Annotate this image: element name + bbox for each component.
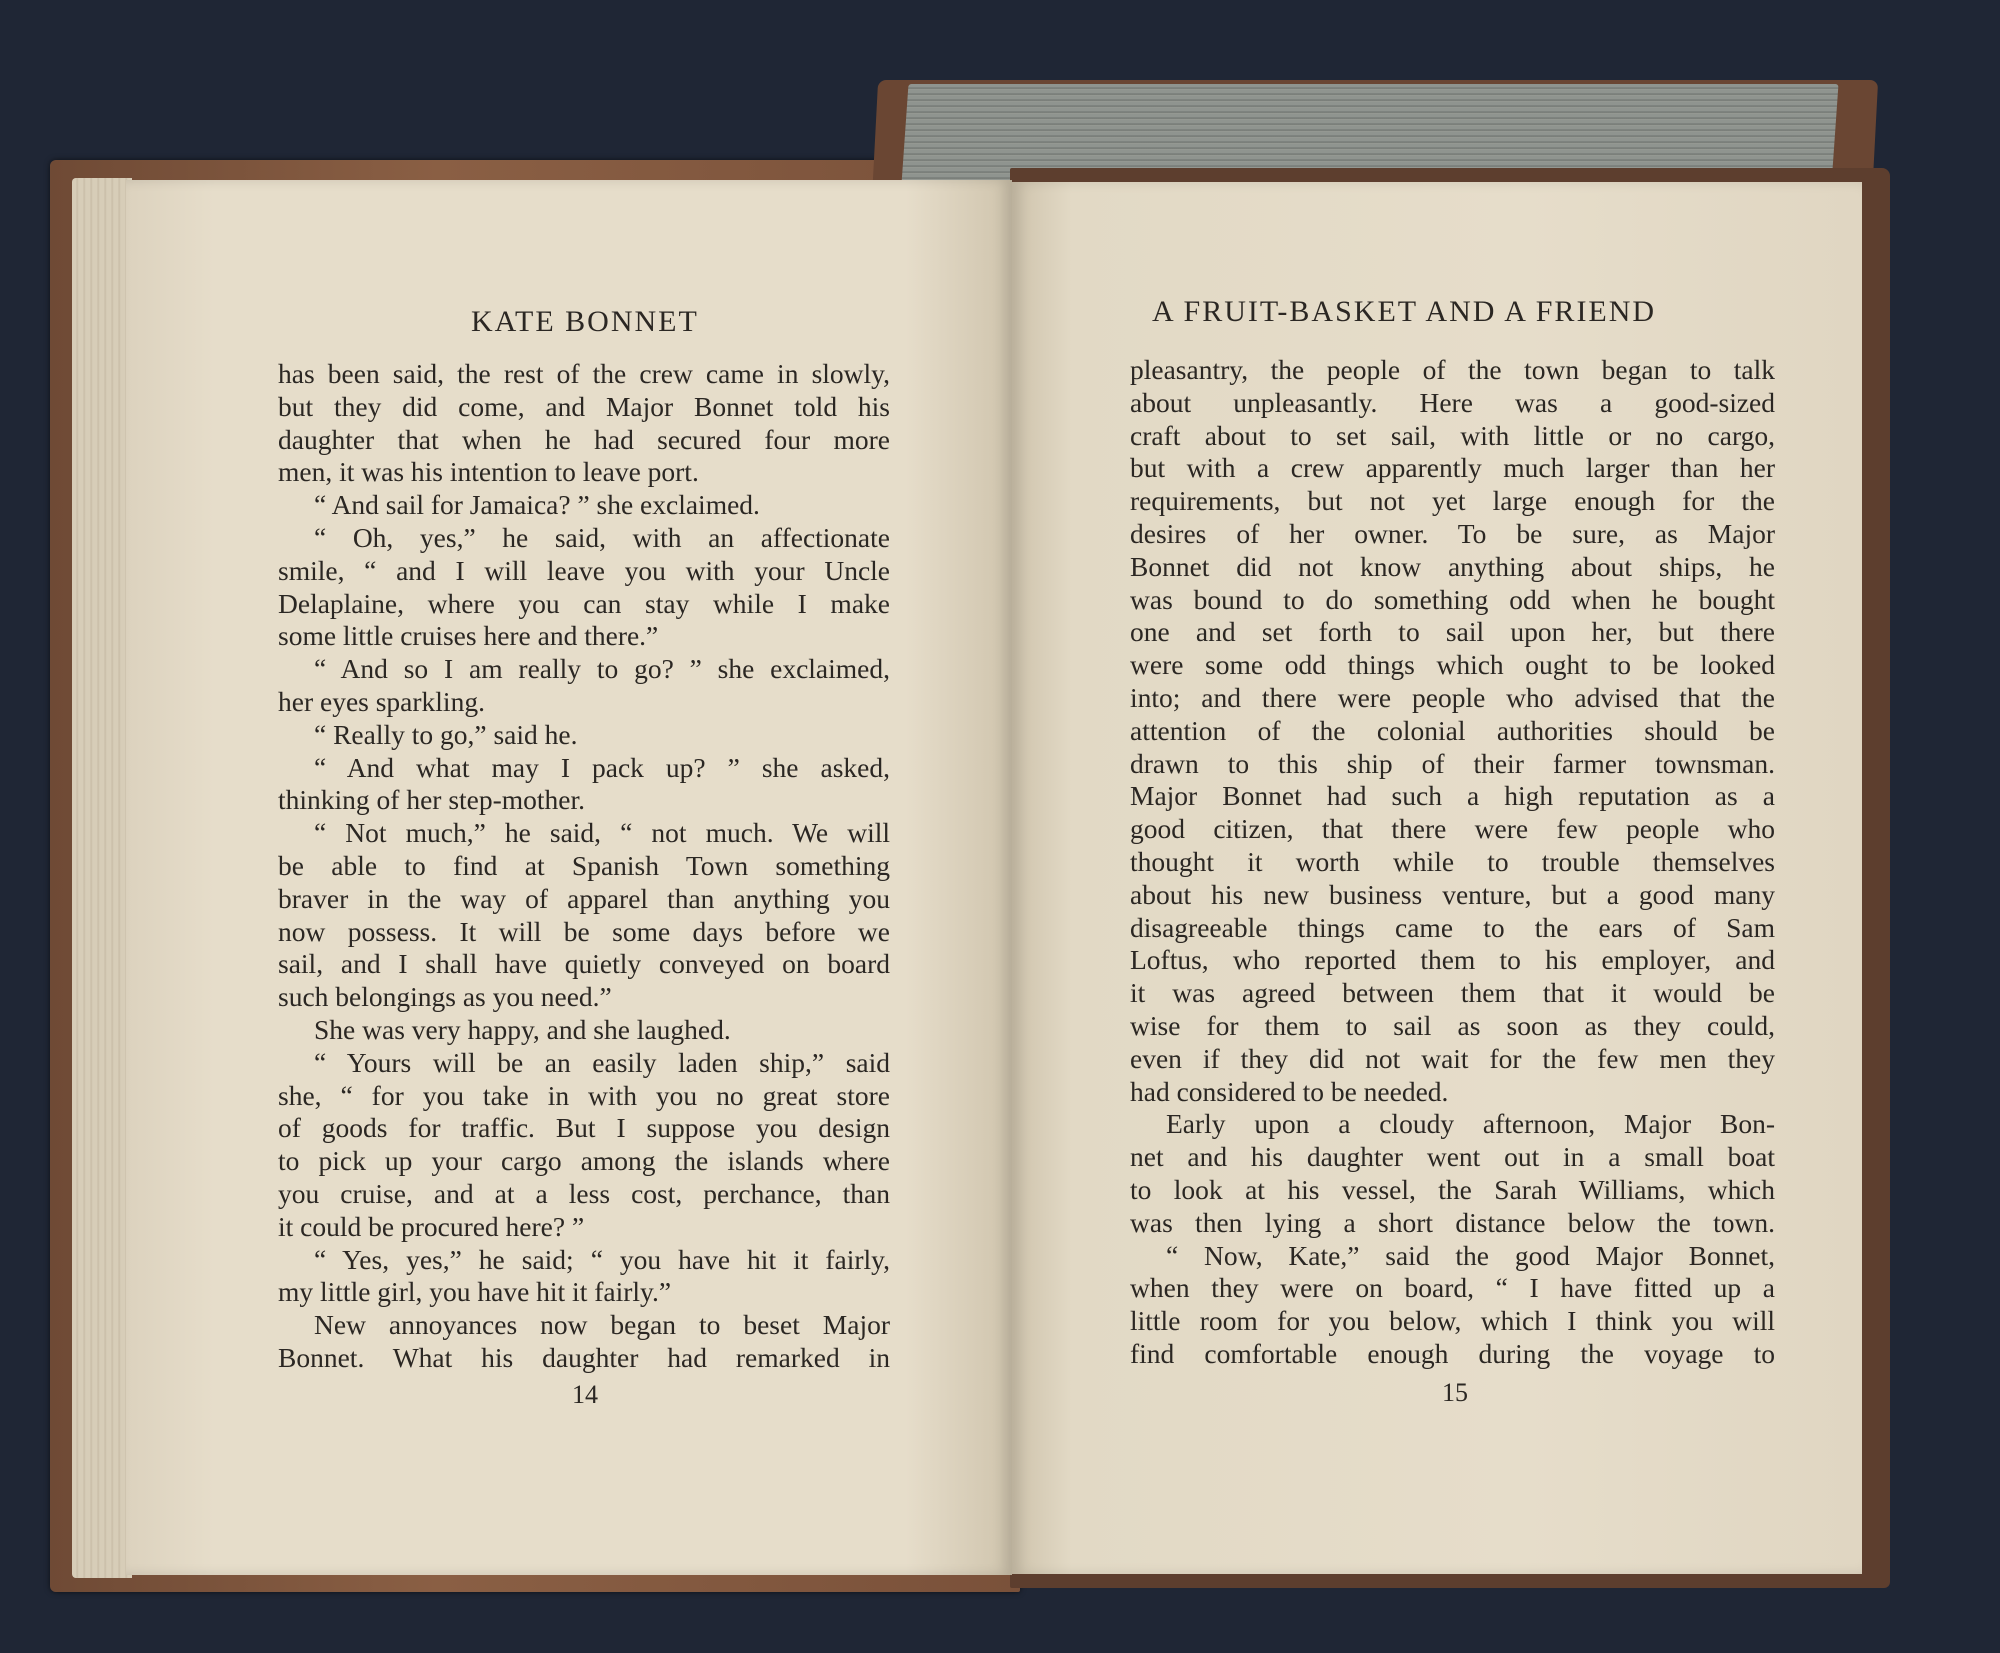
text-line: Early upon a cloudy afternoon, Major Bon- xyxy=(1166,1108,1775,1140)
text-line: you cruise, and at a less cost, perchance, than xyxy=(278,1177,890,1209)
text-line: craft about to set sail, with little or no cargo, xyxy=(1130,419,1775,451)
text-line: smile, “ and I will leave you with your Uncle xyxy=(278,554,890,586)
text-line: Bonnet. What his daughter had remarked in xyxy=(278,1341,890,1373)
text-line: Major Bonnet had such a high reputation as a xyxy=(1130,780,1775,812)
text-line: “ And sail for Jamaica? ” she exclaimed. xyxy=(314,489,760,521)
text-line: were some odd things which ought to be looked xyxy=(1130,649,1775,681)
text-line: was bound to do something odd when he bought xyxy=(1130,583,1775,615)
text-line: little room for you below, which I think you will xyxy=(1130,1305,1775,1337)
text-line: pleasantry, the people of the town began to talk xyxy=(1130,354,1775,385)
text-line: “ And so I am really to go? ” she exclaimed, xyxy=(314,653,890,685)
text-line: Loftus, who reported them to his employer, and xyxy=(1130,944,1775,976)
text-line: thought it worth while to trouble themselves xyxy=(1130,845,1775,877)
text-line: She was very happy, and she laughed. xyxy=(314,1013,731,1045)
text-line: daughter that when he had secured four more xyxy=(278,423,890,455)
text-line: she, “ for you take in with you no great store xyxy=(278,1079,890,1111)
text-line: “ Really to go,” said he. xyxy=(314,718,578,750)
text-line: good citizen, that there were few people who xyxy=(1130,813,1775,845)
text-line: was then lying a short distance below the town. xyxy=(1130,1206,1775,1238)
right-running-head: A FRUIT-BASKET AND A FRIEND xyxy=(1152,295,1657,328)
text-line: “ Yes, yes,” he said; “ you have hit it fairly, xyxy=(314,1243,890,1275)
text-line: to look at his vessel, the Sarah Williams, which xyxy=(1130,1173,1775,1205)
left-page-text xyxy=(278,358,890,1375)
text-line: be able to find at Spanish Town something xyxy=(278,849,890,881)
text-line: “ Not much,” he said, “ not much. We will xyxy=(314,817,890,849)
text-line: Delaplaine, where you can stay while I make xyxy=(278,587,890,619)
text-line: attention of the colonial authorities should be xyxy=(1130,714,1775,746)
text-line: “ And what may I pack up? ” she asked, xyxy=(314,751,890,783)
text-line: such belongings as you need.” xyxy=(278,981,612,1013)
text-line: net and his daughter went out in a small boat xyxy=(1130,1141,1775,1173)
text-line: “ Yours will be an easily laden ship,” said xyxy=(314,1046,890,1078)
text-line: her eyes sparkling. xyxy=(278,685,485,717)
left-page-edges xyxy=(72,178,132,1578)
text-line: but with a crew apparently much larger than her xyxy=(1130,452,1775,484)
text-line: disagreeable things came to the ears of Sam xyxy=(1130,911,1775,943)
left-running-head: KATE BONNET xyxy=(471,305,699,338)
text-line: wise for them to sail as soon as they could, xyxy=(1130,1009,1775,1041)
text-line: requirements, but not yet large enough for the xyxy=(1130,485,1775,517)
text-line: of goods for traffic. But I suppose you design xyxy=(278,1112,890,1144)
text-line: had considered to be needed. xyxy=(1130,1075,1449,1107)
text-line: “ Now, Kate,” said the good Major Bonnet, xyxy=(1166,1239,1775,1271)
text-line: some little cruises here and there.” xyxy=(278,620,659,652)
text-line: men, it was his intention to leave port. xyxy=(278,456,699,488)
text-line: about unpleasantly. Here was a good-sized xyxy=(1130,386,1775,418)
text-line: my little girl, you have hit it fairly.” xyxy=(278,1276,672,1308)
right-page-number: 15 xyxy=(1442,1378,1468,1407)
text-line: even if they did not wait for the few men they xyxy=(1130,1042,1775,1074)
text-line: desires of her owner. To be sure, as Major xyxy=(1130,517,1775,549)
text-line: it could be procured here? ” xyxy=(278,1210,585,1242)
text-line: has been said, the rest of the crew came in slowly, xyxy=(278,358,890,389)
text-line: braver in the way of apparel than anything you xyxy=(278,882,890,914)
text-line: it was agreed between them that it would be xyxy=(1130,977,1775,1009)
text-line: drawn to this ship of their farmer townsman. xyxy=(1130,747,1775,779)
left-page xyxy=(126,180,1012,1575)
text-line: when they were on board, “ I have fitted up a xyxy=(1130,1272,1775,1304)
text-line: “ Oh, yes,” he said, with an affectionate xyxy=(314,521,890,553)
text-line: one and set forth to sail upon her, but there xyxy=(1130,616,1775,648)
text-line: but they did come, and Major Bonnet told his xyxy=(278,390,890,422)
text-line: Bonnet did not know anything about ships, he xyxy=(1130,550,1775,582)
text-line: now possess. It will be some days before we xyxy=(278,915,890,947)
text-line: New annoyances now began to beset Major xyxy=(314,1309,890,1341)
text-line: sail, and I shall have quietly conveyed on board xyxy=(278,948,890,980)
text-line: about his new business venture, but a good many xyxy=(1130,878,1775,910)
text-line: to pick up your cargo among the islands where xyxy=(278,1145,890,1177)
right-page xyxy=(1012,182,1862,1574)
left-page-number: 14 xyxy=(572,1380,598,1409)
text-line: thinking of her step-mother. xyxy=(278,784,586,816)
right-page-text xyxy=(1130,354,1775,1371)
text-line: find comfortable enough during the voyage to xyxy=(1130,1337,1775,1369)
text-line: into; and there were people who advised that the xyxy=(1130,681,1775,713)
